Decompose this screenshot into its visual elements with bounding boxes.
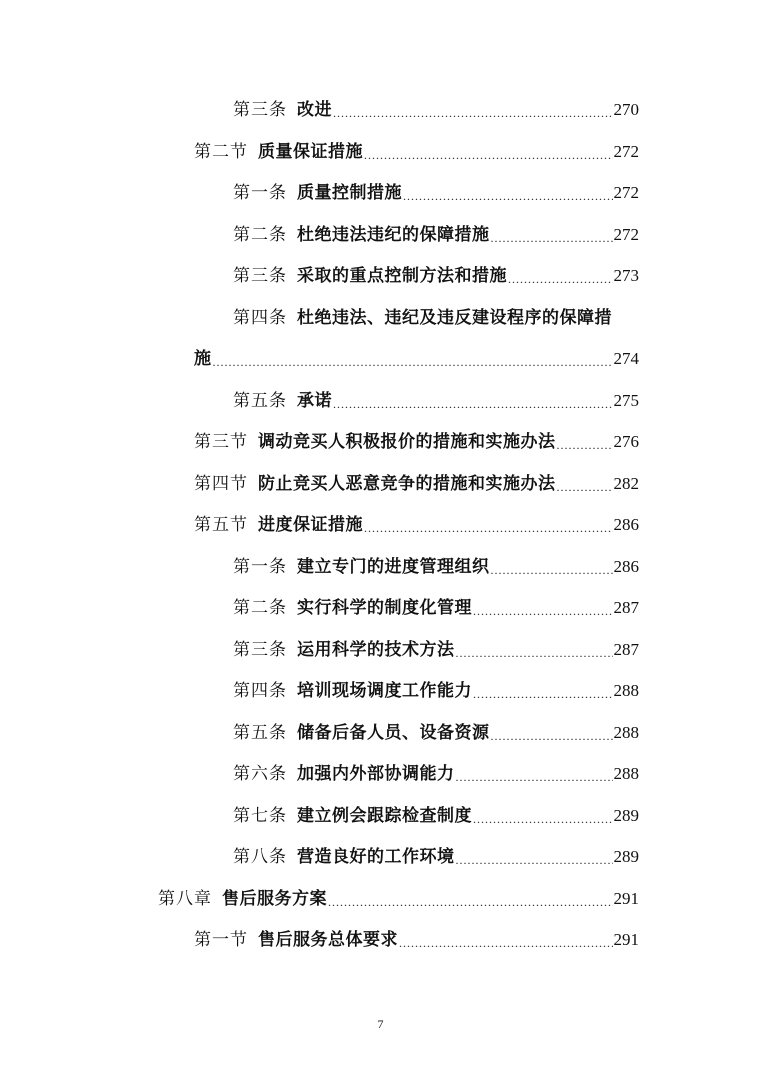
toc-entry[interactable] <box>194 507 639 535</box>
toc-entry-title: 营造良好的工作环境 <box>297 847 455 867</box>
toc-entry-title: 杜绝违法、违纪及违反建设程序的保障措 <box>297 308 612 328</box>
toc-entry-number: 第五节 <box>194 515 248 535</box>
toc-entry-number: 第六条 <box>233 764 287 784</box>
toc-entry[interactable] <box>233 92 639 120</box>
toc-entry-number: 第四条 <box>233 308 287 328</box>
toc-entry[interactable] <box>233 839 639 867</box>
dot-leader <box>328 895 613 909</box>
dot-leader <box>333 397 613 411</box>
toc-entry-number: 第二节 <box>194 142 248 162</box>
toc-entry-number: 第五条 <box>233 723 287 743</box>
dot-leader <box>456 853 613 867</box>
toc-entry-page: 288 <box>613 764 639 783</box>
toc-entry-number: 第三条 <box>233 100 287 120</box>
toc-entry-title: 调动竞买人积极报价的措施和实施办法 <box>258 432 556 452</box>
toc-entry-number: 第三条 <box>233 640 287 660</box>
toc-entry[interactable] <box>233 632 639 660</box>
toc-entry-title: 储备后备人员、设备资源 <box>297 723 490 743</box>
toc-entry-page: 272 <box>613 183 639 202</box>
toc-entry-title: 改进 <box>297 100 332 120</box>
toc-entry[interactable] <box>233 590 639 618</box>
toc-entry-number: 第八章 <box>158 889 212 909</box>
dot-leader <box>456 770 613 784</box>
toc-entry-page: 274 <box>613 349 639 368</box>
toc-entry[interactable] <box>158 881 639 909</box>
dot-leader <box>473 812 613 826</box>
toc-entry-title: 建立专门的进度管理组织 <box>297 557 490 577</box>
toc-entry-page: 289 <box>613 806 639 825</box>
toc-entry-page: 272 <box>613 142 639 161</box>
dot-leader <box>364 148 613 162</box>
dot-leader <box>473 687 613 701</box>
toc-entry-page: 272 <box>613 225 639 244</box>
dot-leader <box>557 438 613 452</box>
toc-entry-title: 运用科学的技术方法 <box>297 640 455 660</box>
toc-entry-title: 杜绝违法违纪的保障措施 <box>297 225 490 245</box>
toc-entry[interactable] <box>233 715 639 743</box>
toc-entry-page: 289 <box>613 847 639 866</box>
toc-entry-page: 282 <box>613 474 639 493</box>
toc-entry-page: 286 <box>613 515 639 534</box>
dot-leader <box>399 936 613 950</box>
toc-entry[interactable] <box>233 217 639 245</box>
toc-entry-number: 第八条 <box>233 847 287 867</box>
toc-entry[interactable] <box>233 258 639 286</box>
toc-entry[interactable] <box>233 673 639 701</box>
toc-entry-page: 291 <box>613 889 639 908</box>
toc-entry-number: 第二条 <box>233 225 287 245</box>
toc-entry-page: 286 <box>613 557 639 576</box>
toc-entry-wrapped[interactable] <box>233 300 639 328</box>
toc-entry[interactable] <box>194 466 639 494</box>
toc-entry[interactable] <box>233 549 639 577</box>
dot-leader <box>364 521 613 535</box>
dot-leader <box>333 106 613 120</box>
toc-entry[interactable] <box>194 424 639 452</box>
toc-entry-number: 第三条 <box>233 266 287 286</box>
toc-entry-title: 防止竞买人恶意竞争的措施和实施办法 <box>258 474 556 494</box>
toc-entry-number: 第一条 <box>233 183 287 203</box>
dot-leader <box>456 646 613 660</box>
toc-entry-page: 270 <box>613 100 639 119</box>
toc-entry-number: 第五条 <box>233 391 287 411</box>
toc-entry[interactable] <box>233 756 639 784</box>
dot-leader <box>213 355 613 369</box>
dot-leader <box>403 189 613 203</box>
toc-entry-number: 第三节 <box>194 432 248 452</box>
toc-entry[interactable] <box>233 798 639 826</box>
page-number: 7 <box>377 1017 384 1031</box>
toc-entry-page: 273 <box>613 266 639 285</box>
toc-entry-title: 售后服务方案 <box>222 889 327 909</box>
toc-entry-page: 287 <box>613 640 639 659</box>
dot-leader <box>491 563 613 577</box>
toc-entry-number: 第四条 <box>233 681 287 701</box>
toc-entry[interactable] <box>194 922 639 950</box>
toc-entry-title: 建立例会跟踪检查制度 <box>297 806 472 826</box>
toc-entry-continuation[interactable] <box>194 341 639 369</box>
toc-entry-title-continuation: 施 <box>194 349 212 369</box>
toc-entry-number: 第二条 <box>233 598 287 618</box>
toc-entry-title: 加强内外部协调能力 <box>297 764 455 784</box>
toc-entry-page: 288 <box>613 681 639 700</box>
toc-entry-title: 质量控制措施 <box>297 183 402 203</box>
toc-entry-title: 采取的重点控制方法和措施 <box>297 266 507 286</box>
toc-entry-number: 第四节 <box>194 474 248 494</box>
dot-leader <box>491 729 613 743</box>
toc-entry-page: 288 <box>613 723 639 742</box>
toc-entry[interactable] <box>194 134 639 162</box>
toc-entry-page: 287 <box>613 598 639 617</box>
toc-entry[interactable] <box>233 175 639 203</box>
toc-entry-title: 质量保证措施 <box>258 142 363 162</box>
toc-entry-title: 培训现场调度工作能力 <box>297 681 472 701</box>
toc-entry-page: 291 <box>613 930 639 949</box>
toc-entry[interactable] <box>233 383 639 411</box>
toc-entry-page: 276 <box>613 432 639 451</box>
toc-entry-number: 第七条 <box>233 806 287 826</box>
toc-entry-page: 275 <box>613 391 639 410</box>
toc-entry-title: 实行科学的制度化管理 <box>297 598 472 618</box>
dot-leader <box>491 231 613 245</box>
toc-entry-title: 售后服务总体要求 <box>258 930 398 950</box>
dot-leader <box>557 480 613 494</box>
dot-leader <box>508 272 613 286</box>
toc-entry-number: 第一节 <box>194 930 248 950</box>
toc-entry-title: 承诺 <box>297 391 332 411</box>
toc-entry-number: 第一条 <box>233 557 287 577</box>
toc-entry-title: 进度保证措施 <box>258 515 363 535</box>
dot-leader <box>473 604 613 618</box>
